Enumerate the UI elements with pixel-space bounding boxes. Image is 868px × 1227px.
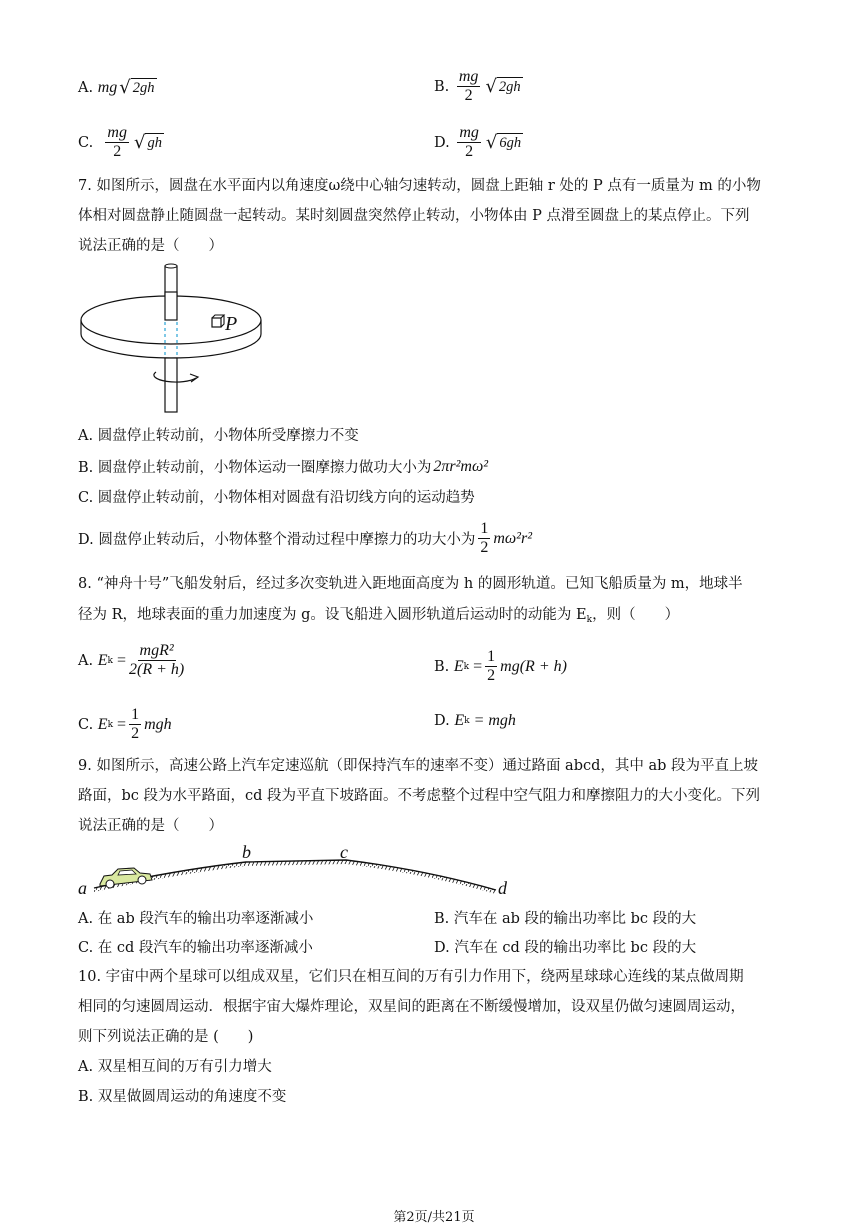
q9-option-a: A. 在 ab 段汽车的输出功率逐渐减小 [78,911,314,927]
ek-symbol: E [453,657,464,675]
fraction [485,648,497,685]
stem-text: 径为 R，地球表面的重力加速度为 g。设飞船进入圆形轨道后运动时的动能为 E [78,607,587,623]
option-label: D. [434,134,450,151]
fraction [129,642,184,679]
q8-stem-line-1: 8. “神舟十号”飞船发射后，经过多次变轨进入距地面高度为 h 的圆形轨道。已知飞船质量为 m，地球半 [78,576,743,592]
subscript: k [463,661,470,672]
q9-stem-line-1: 9. 如图所示，高速公路上汽车定速巡航（即保持汽车的速率不变）通过路面 abcd，其中 ab 段为平直上坡 [78,758,759,774]
point-b-label: b [242,842,251,862]
q7-stem-line-2: 体相对圆盘静止随圆盘一起转动。某时刻圆盘突然停止转动，小物体由 P 点滑至圆盘上的某点停止。下列 [78,208,750,224]
fraction [457,124,481,161]
subscript: k [464,716,470,726]
option-label: D. [434,713,450,729]
option-label: C. [78,716,94,733]
block-icon [212,318,221,327]
option-label: A. [78,652,94,669]
ek-symbol: E [454,712,465,729]
q7-option-a: A. 圆盘停止转动前，小物体所受摩擦力不变 [78,428,359,444]
sqrt: √ 2gh [119,77,155,98]
q8-option-d [434,712,516,730]
numerator: 1 [487,648,496,665]
math-expr: mω²r² [493,529,532,547]
q10-option-a: A. 双星相互间的万有引力增大 [78,1059,272,1075]
radicand: 2gh [498,78,521,95]
q6-option-d [434,124,523,161]
q8-option-b: B. E k = $\frac{1}{2}$ mg(R + h) [434,648,567,684]
math-expr: 2πr²mω² [433,457,489,475]
numerator: mg [107,124,127,141]
stem-text-end: ，则（ ） [592,607,680,623]
option-label: B. [434,658,450,675]
numerator: mgR² [139,642,174,659]
denominator: 2 [465,143,474,160]
numerator: mg [459,124,479,141]
q7-option-b [78,456,488,477]
numerator: mg [458,68,479,85]
q10-stem-line-2: 相同的匀速圆周运动．根据宇宙大爆炸理论，双星间的距离在不断缓慢增加，设双星仍做匀速圆周运动， [78,999,745,1015]
fraction [129,706,141,743]
denominator: 2 [131,725,140,742]
q8-stem-line-2 [78,605,679,630]
math-expr: mg(R + h) [500,657,567,675]
q9-option-b: B. 汽车在 ab 段的输出功率比 bc 段的大 [434,911,697,927]
math-expr: mgh [144,715,172,733]
ek-symbol: E [97,651,108,669]
math-expr: = mgh [473,712,516,729]
option-text: B. 圆盘停止转动前，小物体运动一圈摩擦力做功大小为 [78,460,432,476]
radicand: 6gh [499,134,522,151]
q6-option-a [78,78,157,98]
q9-stem-line-2: 路面，bc 段为水平路面，cd 段为平直下坡路面。不考虑整个过程中空气阻力和摩擦阻力的大小变化。下列 [78,788,761,804]
sqrt: √ 6gh [485,131,522,153]
numerator: 1 [480,520,489,537]
denominator: 2 [464,87,473,104]
q7-option-d [78,520,532,557]
point-c-label: c [340,842,348,862]
subscript: k [107,719,114,730]
option-label: A. [78,80,94,96]
option-label: B. [434,78,450,95]
ek-symbol: E [97,715,108,733]
subscript: k [586,615,593,625]
denominator: 2 [480,539,489,556]
q8-option-c: C. E k = $\frac{1}{2}$ mgh [78,706,172,742]
sqrt: √ 2gh [485,75,521,97]
radicand: 2gh [132,80,155,96]
q10-stem-line-3: 则下列说法正确的是 ( ) [78,1029,254,1045]
option-label: C. [78,134,94,151]
q9-option-d: D. 汽车在 cd 段的输出功率比 bc 段的大 [434,940,697,956]
subscript: k [107,655,113,666]
page-footer: 第2页/共21页 [393,1210,475,1225]
q7-stem-line-3: 说法正确的是（ ） [78,238,223,254]
road-figure [76,842,516,900]
q7-stem-line-1: 7. 如图所示，圆盘在水平面内以角速度ω绕中心轴匀速转动，圆盘上距轴 r 处的 P 点有一质量为 m 的小物 [78,178,761,194]
denominator: 2(R + h) [128,661,185,678]
radicand: gh [147,134,162,151]
q10-option-b: B. 双星做圆周运动的角速度不变 [78,1089,287,1105]
rotating-disk-figure [78,262,278,418]
q9-option-c: C. 在 cd 段汽车的输出功率逐渐减小 [78,940,313,956]
q6-option-b [434,68,523,105]
option-text: D. 圆盘停止转动后，小物体整个滑动过程中摩擦力的功大小为 [78,532,476,548]
numerator: 1 [131,706,140,723]
sqrt: √ gh [133,131,162,153]
q9-stem-line-3: 说法正确的是（ ） [78,818,223,834]
denominator: 2 [487,667,496,684]
fraction [478,520,490,557]
q7-option-c: C. 圆盘停止转动前，小物体相对圆盘有沿切线方向的运动趋势 [78,490,475,506]
q8-option-a: A. E k = $\frac{\text{mgR²}}{2(R + h)}$ [78,642,185,678]
denominator: 2 [113,143,122,160]
point-p-label: P [225,313,238,335]
point-d-label: d [498,878,507,898]
q10-stem-line-1: 10. 宇宙中两个星球可以组成双星，它们只在相互间的万有引力作用下，绕两星球球心连线的某点做周期 [78,969,744,985]
fraction [457,68,481,105]
math-expr: mg [97,79,118,96]
point-a-label: a [78,878,87,898]
fraction [105,124,129,161]
q6-option-c [78,124,164,161]
